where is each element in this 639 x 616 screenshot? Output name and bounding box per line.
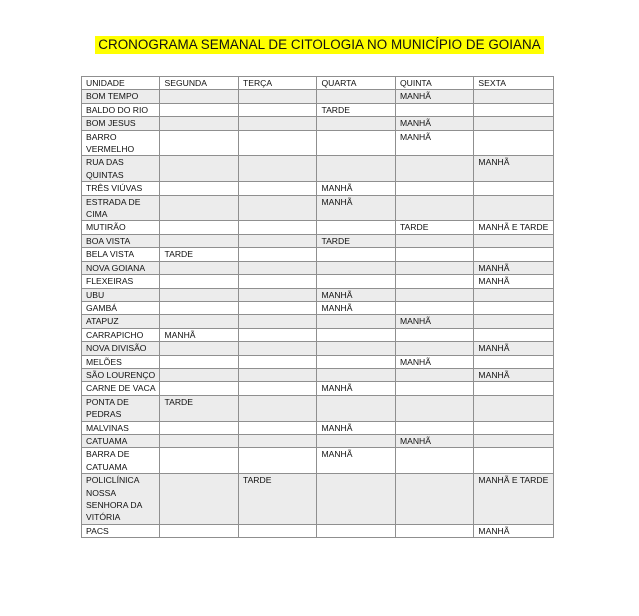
cell-quinta: MANHÃ bbox=[395, 355, 473, 368]
cell-segunda bbox=[160, 275, 238, 288]
table-row bbox=[82, 524, 554, 537]
cell-segunda bbox=[160, 234, 238, 247]
cell-sexta bbox=[474, 288, 554, 301]
cell-segunda bbox=[160, 342, 238, 355]
cell-sexta bbox=[474, 382, 554, 395]
cell-quinta bbox=[395, 474, 473, 525]
cell-terca bbox=[238, 288, 316, 301]
cell-quinta bbox=[395, 182, 473, 195]
table-row bbox=[82, 248, 554, 261]
cell-quinta bbox=[395, 301, 473, 314]
cell-sexta bbox=[474, 234, 554, 247]
cell-quinta bbox=[395, 328, 473, 341]
cell-quarta bbox=[317, 368, 395, 381]
cell-terca bbox=[238, 182, 316, 195]
cell-sexta: MANHÃ bbox=[474, 342, 554, 355]
cell-terca bbox=[238, 130, 316, 156]
table-row bbox=[82, 234, 554, 247]
cell-quinta bbox=[395, 421, 473, 434]
table-row bbox=[82, 275, 554, 288]
cell-terca bbox=[238, 234, 316, 247]
cell-quinta bbox=[395, 448, 473, 474]
cell-segunda bbox=[160, 261, 238, 274]
cell-quinta bbox=[395, 368, 473, 381]
cell-terca: TARDE bbox=[238, 474, 316, 525]
header-unidade: UNIDADE bbox=[82, 77, 160, 90]
schedule-table bbox=[81, 76, 554, 538]
cell-quinta bbox=[395, 195, 473, 221]
cell-quarta bbox=[317, 117, 395, 130]
unit-name-cell: BARRA DE CATUAMA bbox=[82, 448, 160, 474]
cell-sexta bbox=[474, 328, 554, 341]
cell-sexta bbox=[474, 315, 554, 328]
cell-terca bbox=[238, 448, 316, 474]
cell-segunda bbox=[160, 474, 238, 525]
header-segunda: SEGUNDA bbox=[160, 77, 238, 90]
unit-name-cell: BOA VISTA bbox=[82, 234, 160, 247]
cell-quinta bbox=[395, 342, 473, 355]
cell-terca bbox=[238, 248, 316, 261]
cell-segunda bbox=[160, 382, 238, 395]
unit-name-cell: MELÕES bbox=[82, 355, 160, 368]
table-row bbox=[82, 474, 554, 525]
cell-terca bbox=[238, 395, 316, 421]
cell-quarta bbox=[317, 221, 395, 234]
unit-name-cell: BOM TEMPO bbox=[82, 90, 160, 103]
table-row bbox=[82, 382, 554, 395]
unit-name-cell: TRÊS VIÚVAS bbox=[82, 182, 160, 195]
unit-name-cell: PACS bbox=[82, 524, 160, 537]
table-row bbox=[82, 182, 554, 195]
cell-segunda bbox=[160, 90, 238, 103]
cell-quarta bbox=[317, 248, 395, 261]
cell-segunda bbox=[160, 368, 238, 381]
table-row bbox=[82, 315, 554, 328]
cell-sexta bbox=[474, 421, 554, 434]
cell-quarta: MANHÃ bbox=[317, 421, 395, 434]
cell-segunda bbox=[160, 156, 238, 182]
cell-quinta: TARDE bbox=[395, 221, 473, 234]
cell-sexta bbox=[474, 182, 554, 195]
table-row bbox=[82, 195, 554, 221]
cell-terca bbox=[238, 195, 316, 221]
table-row bbox=[82, 117, 554, 130]
unit-name-cell: BARRO VERMELHO bbox=[82, 130, 160, 156]
cell-quinta: MANHÃ bbox=[395, 315, 473, 328]
cell-terca bbox=[238, 103, 316, 116]
cell-quarta bbox=[317, 315, 395, 328]
cell-quarta bbox=[317, 261, 395, 274]
cell-quinta bbox=[395, 248, 473, 261]
cell-quarta: TARDE bbox=[317, 234, 395, 247]
cell-sexta bbox=[474, 130, 554, 156]
cell-quinta: MANHÃ bbox=[395, 117, 473, 130]
cell-quarta: TARDE bbox=[317, 103, 395, 116]
unit-name-cell: ATAPUZ bbox=[82, 315, 160, 328]
cell-segunda bbox=[160, 182, 238, 195]
cell-terca bbox=[238, 221, 316, 234]
cell-sexta bbox=[474, 434, 554, 447]
table-row bbox=[82, 301, 554, 314]
cell-terca bbox=[238, 328, 316, 341]
cell-sexta: MANHÃ E TARDE bbox=[474, 221, 554, 234]
cell-quarta bbox=[317, 524, 395, 537]
unit-name-cell: MUTIRÃO bbox=[82, 221, 160, 234]
unit-name-cell: POLICLÍNICA NOSSA SENHORA DA VITÓRIA bbox=[82, 474, 160, 525]
cell-segunda bbox=[160, 288, 238, 301]
cell-quinta bbox=[395, 288, 473, 301]
cell-quarta bbox=[317, 328, 395, 341]
unit-name-cell: BALDO DO RIO bbox=[82, 103, 160, 116]
cell-terca bbox=[238, 315, 316, 328]
unit-name-cell: SÃO LOURENÇO bbox=[82, 368, 160, 381]
cell-segunda: TARDE bbox=[160, 248, 238, 261]
cell-sexta: MANHÃ bbox=[474, 368, 554, 381]
cell-quarta bbox=[317, 342, 395, 355]
cell-quinta bbox=[395, 524, 473, 537]
cell-segunda bbox=[160, 355, 238, 368]
cell-segunda bbox=[160, 421, 238, 434]
title-container bbox=[0, 36, 639, 54]
cell-sexta bbox=[474, 355, 554, 368]
header-sexta: SEXTA bbox=[474, 77, 554, 90]
unit-name-cell: UBU bbox=[82, 288, 160, 301]
cell-quarta bbox=[317, 275, 395, 288]
cell-segunda bbox=[160, 434, 238, 447]
cell-sexta: MANHÃ E TARDE bbox=[474, 474, 554, 525]
cell-quinta bbox=[395, 103, 473, 116]
cell-quarta: MANHÃ bbox=[317, 448, 395, 474]
cell-segunda bbox=[160, 130, 238, 156]
cell-quinta bbox=[395, 156, 473, 182]
cell-sexta bbox=[474, 448, 554, 474]
cell-terca bbox=[238, 421, 316, 434]
table-row bbox=[82, 448, 554, 474]
header-quinta: QUINTA bbox=[395, 77, 473, 90]
cell-terca bbox=[238, 301, 316, 314]
cell-sexta bbox=[474, 248, 554, 261]
cell-sexta: MANHÃ bbox=[474, 261, 554, 274]
table-row bbox=[82, 355, 554, 368]
cell-segunda bbox=[160, 315, 238, 328]
unit-name-cell: MALVINAS bbox=[82, 421, 160, 434]
cell-segunda bbox=[160, 448, 238, 474]
cell-quinta: MANHÃ bbox=[395, 434, 473, 447]
cell-sexta bbox=[474, 395, 554, 421]
cell-quinta: MANHÃ bbox=[395, 90, 473, 103]
cell-terca bbox=[238, 90, 316, 103]
cell-quarta: MANHÃ bbox=[317, 288, 395, 301]
table-row bbox=[82, 288, 554, 301]
unit-name-cell: GAMBÁ bbox=[82, 301, 160, 314]
cell-quinta bbox=[395, 275, 473, 288]
cell-quinta: MANHÃ bbox=[395, 130, 473, 156]
cell-terca bbox=[238, 524, 316, 537]
unit-name-cell: CARNE DE VACA bbox=[82, 382, 160, 395]
unit-name-cell: NOVA DIVISÃO bbox=[82, 342, 160, 355]
cell-segunda bbox=[160, 195, 238, 221]
cell-quinta bbox=[395, 261, 473, 274]
cell-sexta bbox=[474, 301, 554, 314]
cell-quarta bbox=[317, 474, 395, 525]
table-row bbox=[82, 328, 554, 341]
unit-name-cell: FLEXEIRAS bbox=[82, 275, 160, 288]
cell-quarta bbox=[317, 156, 395, 182]
cell-quarta: MANHÃ bbox=[317, 195, 395, 221]
table-row bbox=[82, 261, 554, 274]
cell-quinta bbox=[395, 382, 473, 395]
cell-sexta: MANHÃ bbox=[474, 156, 554, 182]
cell-segunda bbox=[160, 103, 238, 116]
unit-name-cell: CARRAPICHO bbox=[82, 328, 160, 341]
header-terca: TERÇA bbox=[238, 77, 316, 90]
table-row bbox=[82, 130, 554, 156]
table-row bbox=[82, 421, 554, 434]
cell-sexta bbox=[474, 103, 554, 116]
cell-terca bbox=[238, 434, 316, 447]
unit-name-cell: PONTA DE PEDRAS bbox=[82, 395, 160, 421]
unit-name-cell: ESTRADA DE CIMA bbox=[82, 195, 160, 221]
table-row bbox=[82, 342, 554, 355]
cell-terca bbox=[238, 368, 316, 381]
cell-terca bbox=[238, 117, 316, 130]
cell-segunda bbox=[160, 221, 238, 234]
table-row bbox=[82, 434, 554, 447]
table-row bbox=[82, 221, 554, 234]
cell-quinta bbox=[395, 395, 473, 421]
unit-name-cell: BOM JESUS bbox=[82, 117, 160, 130]
unit-name-cell: NOVA GOIANA bbox=[82, 261, 160, 274]
page-title: CRONOGRAMA SEMANAL DE CITOLOGIA NO MUNICÍPIO DE GOIANA bbox=[95, 36, 543, 54]
cell-terca bbox=[238, 261, 316, 274]
cell-sexta bbox=[474, 117, 554, 130]
cell-quarta bbox=[317, 130, 395, 156]
cell-sexta bbox=[474, 195, 554, 221]
table-row bbox=[82, 156, 554, 182]
cell-quinta bbox=[395, 234, 473, 247]
cell-quarta: MANHÃ bbox=[317, 301, 395, 314]
table-row bbox=[82, 368, 554, 381]
cell-segunda bbox=[160, 117, 238, 130]
header-quarta: QUARTA bbox=[317, 77, 395, 90]
cell-segunda bbox=[160, 301, 238, 314]
cell-quarta bbox=[317, 90, 395, 103]
cell-terca bbox=[238, 355, 316, 368]
unit-name-cell: RUA DAS QUINTAS bbox=[82, 156, 160, 182]
cell-sexta: MANHÃ bbox=[474, 275, 554, 288]
cell-sexta bbox=[474, 90, 554, 103]
cell-segunda bbox=[160, 524, 238, 537]
unit-name-cell: BELA VISTA bbox=[82, 248, 160, 261]
header-row bbox=[82, 77, 554, 90]
unit-name-cell: CATUAMA bbox=[82, 434, 160, 447]
cell-segunda: MANHÃ bbox=[160, 328, 238, 341]
cell-terca bbox=[238, 156, 316, 182]
cell-terca bbox=[238, 342, 316, 355]
cell-terca bbox=[238, 382, 316, 395]
table-row bbox=[82, 90, 554, 103]
cell-quarta bbox=[317, 395, 395, 421]
cell-terca bbox=[238, 275, 316, 288]
cell-segunda: TARDE bbox=[160, 395, 238, 421]
table-row bbox=[82, 103, 554, 116]
table-row bbox=[82, 395, 554, 421]
cell-sexta: MANHÃ bbox=[474, 524, 554, 537]
cell-quarta bbox=[317, 355, 395, 368]
cell-quarta: MANHÃ bbox=[317, 182, 395, 195]
cell-quarta: MANHÃ bbox=[317, 382, 395, 395]
cell-quarta bbox=[317, 434, 395, 447]
